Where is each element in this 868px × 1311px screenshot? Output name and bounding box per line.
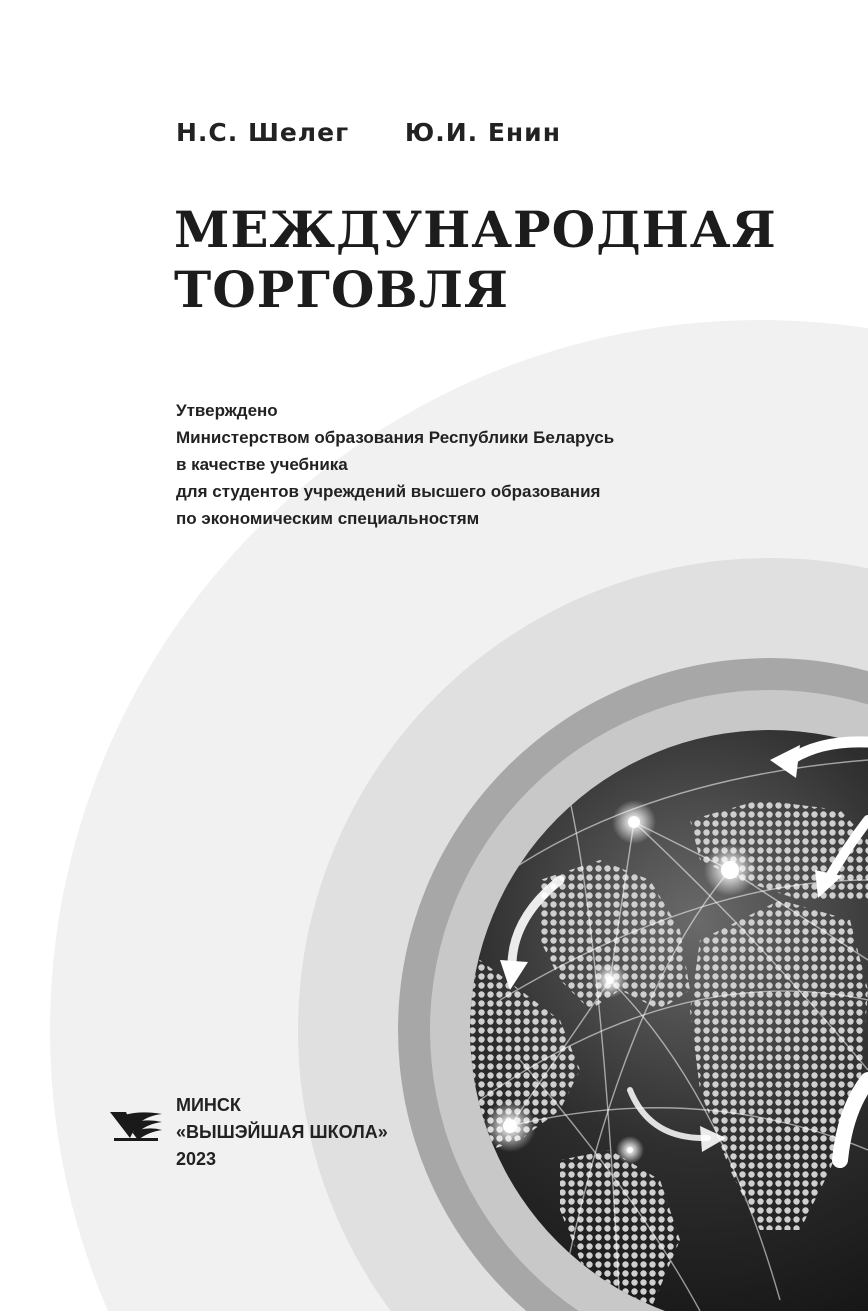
approval-line: Министерством образования Республики Беларусь [176,428,615,447]
publication-year: 2023 [176,1149,217,1169]
approval-line: для студентов учреждений высшего образования [176,482,601,501]
author-2: Ю.И. Енин [404,118,561,147]
approval-line: Утверждено [176,401,278,420]
approval-line: по экономическим специальностям [176,509,480,528]
publisher-name: «ВЫШЭЙШАЯ ШКОЛА» [176,1122,388,1142]
book-title [174,200,777,320]
title-line-1: МЕЖДУНАРОДНАЯ [174,200,777,259]
authors [176,118,561,147]
approval-line: в качестве учебника [176,455,348,474]
publisher-logo-icon [108,1108,164,1144]
title-line-2: ТОРГОВЛЯ [174,260,510,319]
publisher-block [176,1092,388,1173]
approval-note [176,397,614,532]
author-1: Н.С. Шелег [176,118,350,147]
publisher-city: МИНСК [176,1095,241,1115]
